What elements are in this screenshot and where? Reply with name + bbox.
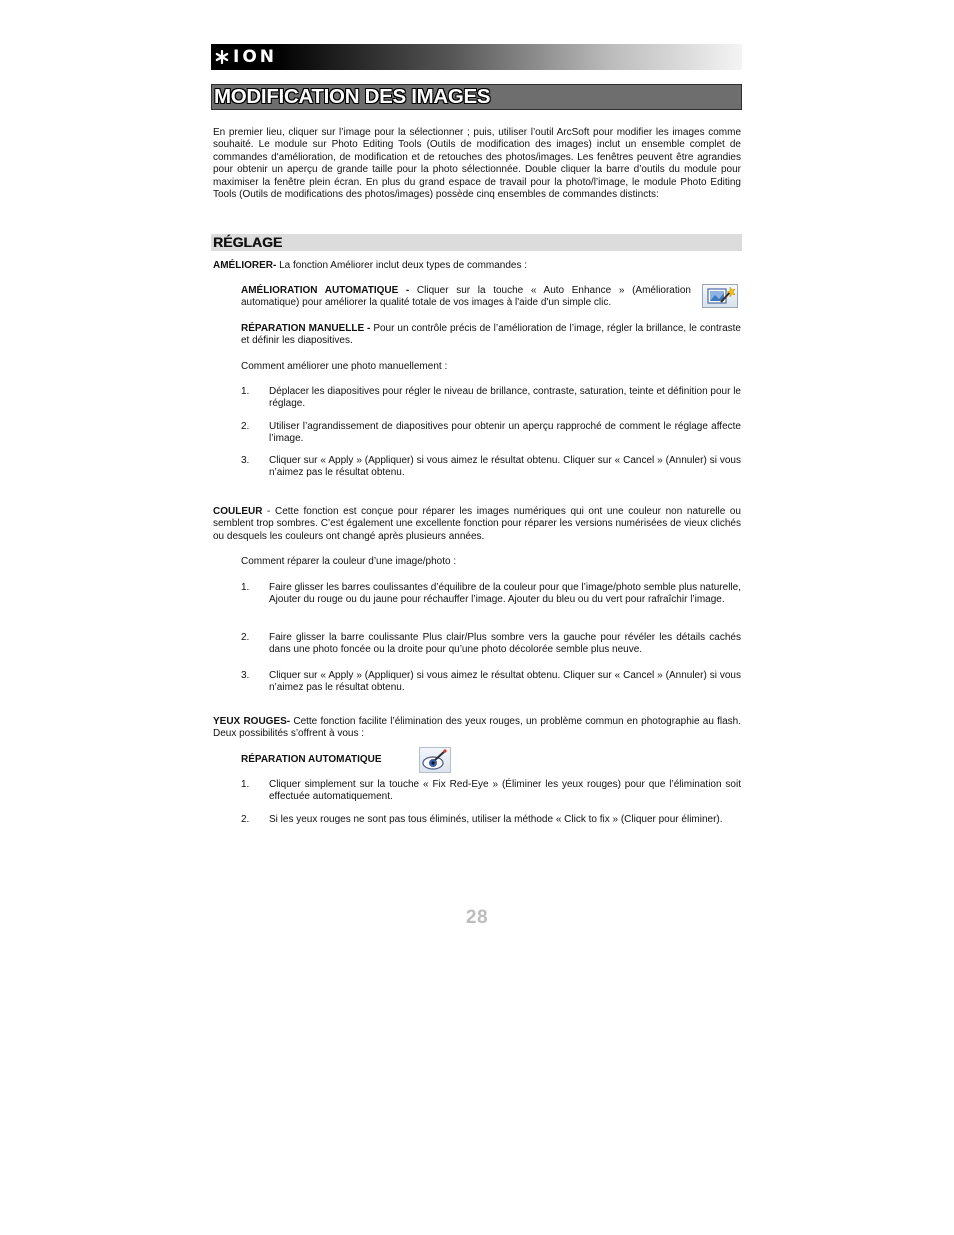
manual-repair-text: Pour un contrôle précis de l’amélioration de l’image, régler la brillance, le contraste et définir les diapositives.	[241, 323, 741, 347]
ameliorer-text: La fonction Améliorer inclut deux types de commandes :	[276, 260, 528, 271]
yeux-step-number: 2.	[241, 814, 250, 825]
auto-enhance-icon	[703, 285, 737, 307]
yeux-step-number: 1.	[241, 779, 250, 790]
ameliorer-paragraph	[213, 260, 741, 272]
brand-header-bar	[211, 44, 742, 70]
ameliorer-step-number: 1.	[241, 386, 250, 397]
ameliorer-step-number: 3.	[241, 455, 250, 466]
yeux-rouges-label: YEUX ROUGES-	[213, 716, 291, 727]
section-heading-bar	[211, 234, 742, 251]
couleur-label: COULEUR	[213, 506, 263, 517]
ameliorer-label: AMÉLIORER-	[213, 260, 277, 271]
auto-enhance-paragraph	[241, 285, 691, 310]
fix-red-eye-icon	[420, 748, 450, 772]
auto-enhance-text: Cliquer sur la touche « Auto Enhance » (Amélioration automatique) pour améliorer la qualité totale de vos images à l'aide d'un simple clic.	[241, 285, 691, 309]
brand-logo	[215, 46, 277, 68]
page-number: 28	[465, 907, 489, 928]
yeux-step-text: Si les yeux rouges ne sont pas tous éliminés, utiliser la méthode « Click to fix » (Cliquer pour éliminer).	[269, 814, 723, 825]
fix-red-eye-button[interactable]	[419, 747, 451, 773]
ameliorer-step-text: Déplacer les diapositives pour régler le niveau de brillance, contraste, saturation, teinte et définition pour le réglage.	[269, 386, 741, 410]
intro-paragraph: En premier lieu, cliquer sur l’image pour la sélectionner ; puis, utiliser l’outil ArcSoft pour modifier les images comme souhaité. Le module sur Photo Editing Tools (Outils de modification des images) inclut un ensemble complet de commandes d'amélioration, de modification et de retouches des photos/images. Les fenêtres peuvent être agrandies pour obtenir un aperçu de grande taille pour la photo sélectionnée. Double cliquer la barre d’outils du module pour maximiser la fenêtre plein écran. En plus du grand espace de travail pour la photo/l’image, le module Photo Editing Tools (Outils de modifications des photos/images) possède cinq ensembles de commandes distincts:	[213, 127, 741, 201]
couleur-paragraph	[213, 506, 741, 543]
section-title: RÉGLAGE	[213, 234, 283, 250]
couleur-step-number: 1.	[241, 582, 250, 593]
auto-enhance-label: AMÉLIORATION AUTOMATIQUE -	[241, 285, 410, 296]
couleur-text: - Cette fonction est conçue pour réparer les images numériques qui ont une couleur non naturelle ou semblent trop sombres. C’est également une excellente fonction pour réparer les versions numérisées de vieux clichés ou desquels les couleurs ont changé après plusieurs années.	[213, 506, 741, 542]
ion-star-icon	[215, 50, 229, 64]
yeux-rouges-paragraph	[213, 716, 741, 741]
manual-repair-label: RÉPARATION MANUELLE -	[241, 323, 371, 334]
auto-repair-label: RÉPARATION AUTOMATIQUE	[241, 754, 382, 765]
brand-name: ION	[233, 47, 278, 67]
auto-enhance-button[interactable]	[702, 284, 738, 308]
couleur-step-text: Faire glisser la barre coulissante Plus clair/Plus sombre vers la gauche pour révéler les détails cachés dans une photo foncée ou la droite pour qu’une photo décolorée semble plus neuve.	[269, 632, 741, 656]
yeux-rouges-text: Cette fonction facilite l’élimination des yeux rouges, un problème commun en photographie au flash. Deux possibilités s’offrent à vous :	[213, 716, 741, 740]
ameliorer-step-text: Utiliser l’agrandissement de diapositives pour obtenir un aperçu rapproché de comment le réglage affecte l’image.	[269, 421, 741, 445]
manual-repair-paragraph	[241, 323, 741, 348]
couleur-step-text: Cliquer sur « Apply » (Appliquer) si vous aimez le résultat obtenu. Cliquer sur « Cancel » (Annuler) si vous n’aimez pas le résultat obtenu.	[269, 670, 741, 694]
ameliorer-step-text: Cliquer sur « Apply » (Appliquer) si vous aimez le résultat obtenu. Cliquer sur « Cancel » (Annuler) si vous n’aimez pas le résultat obtenu.	[269, 455, 741, 479]
page-title-bar	[211, 84, 742, 110]
ameliorer-step-number: 2.	[241, 421, 250, 432]
couleur-step-number: 2.	[241, 632, 250, 643]
yeux-step-text: Cliquer simplement sur la touche « Fix Red-Eye » (Éliminer les yeux rouges) pour que l’élimination soit effectuée automatiquement.	[269, 779, 741, 803]
couleur-step-number: 3.	[241, 670, 250, 681]
page-title: MODIFICATION DES IMAGES	[214, 85, 491, 108]
ameliorer-howto: Comment améliorer une photo manuellement :	[241, 361, 448, 372]
couleur-step-text: Faire glisser les barres coulissantes d’équilibre de la couleur pour que l’image/photo semble plus naturelle, Ajouter du rouge ou du jaune pour réchauffer l’image. Ajouter du bleu ou du vert pour rafraîchir l’image.	[269, 582, 741, 606]
couleur-howto: Comment réparer la couleur d’une image/photo :	[241, 556, 457, 567]
